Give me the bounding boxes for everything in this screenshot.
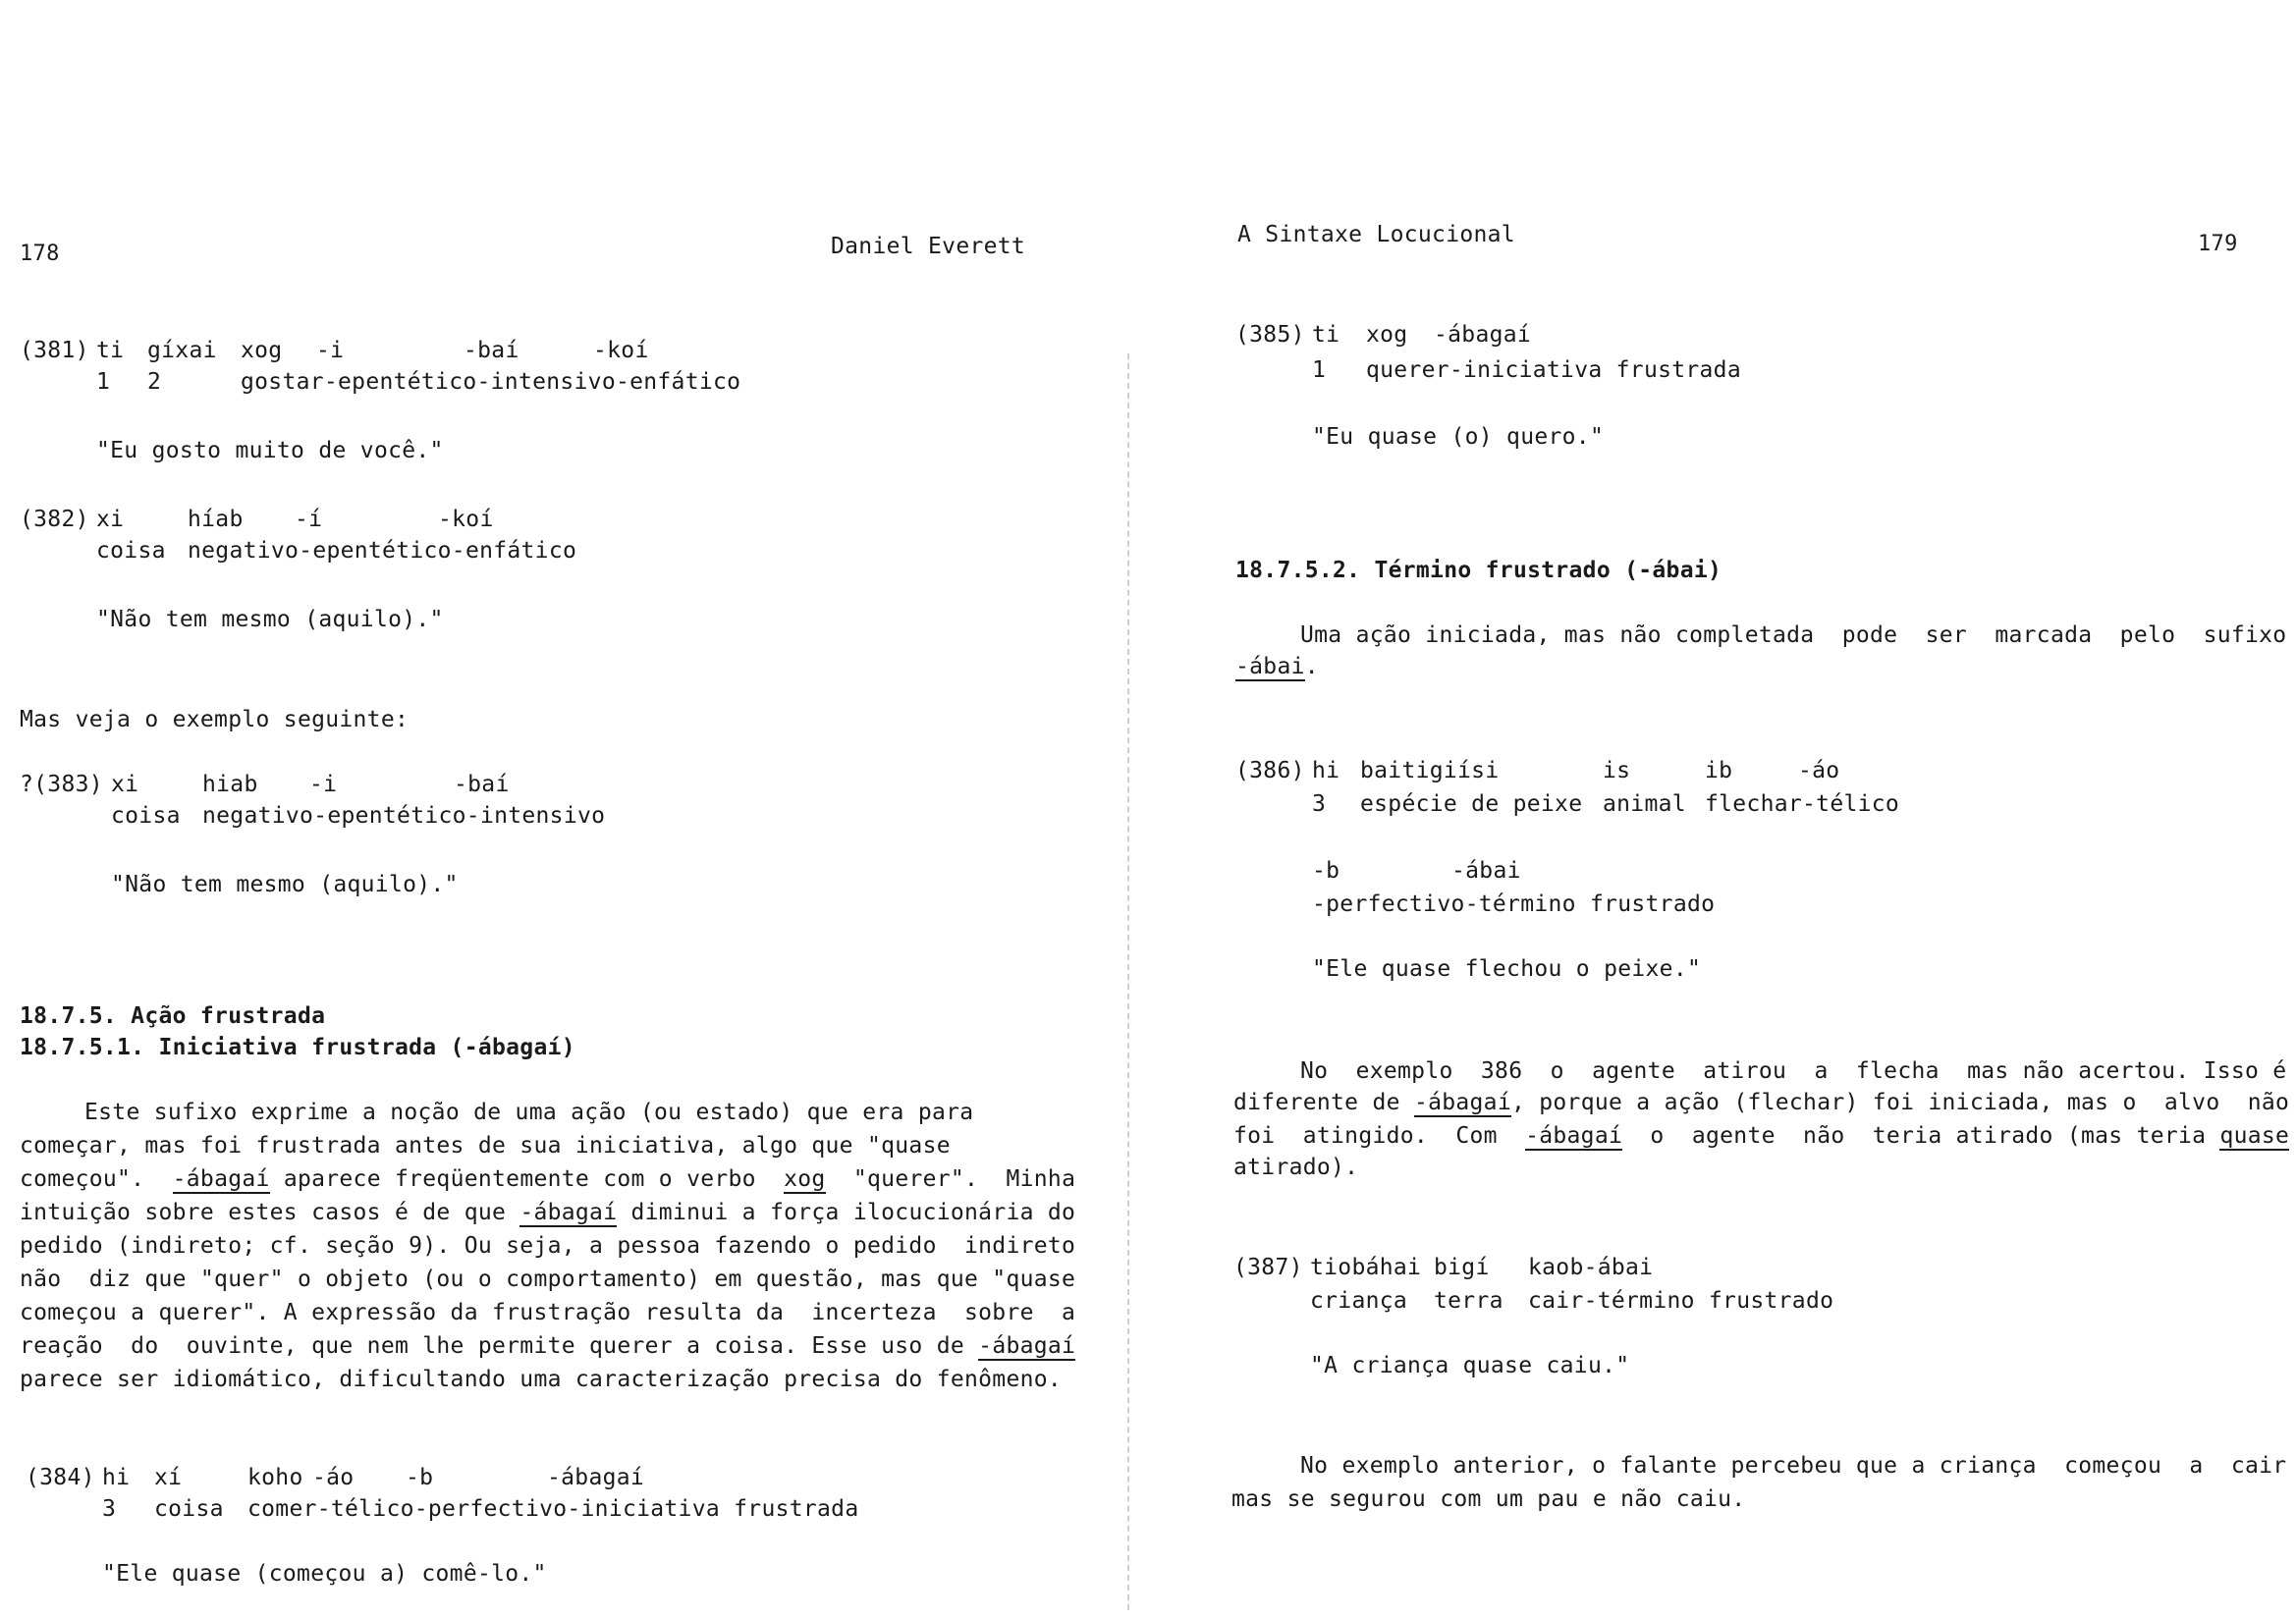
translation: "Eu quase (o) quero." [1312,424,1605,450]
paragraph-line [20,1164,1075,1194]
text: "querer". Minha [852,1166,1076,1192]
morpheme: -b [406,1465,434,1490]
suffix-underlined: -ábai [1235,654,1305,679]
text: reação do ouvinte, que nem lhe permite querer a coisa. Esse uso de [20,1333,965,1359]
morpheme: -i [316,338,345,363]
morpheme: tiobáhai [1310,1255,1422,1280]
gloss: comer-télico-perfectivo-iniciativa frustrada [247,1496,859,1522]
morpheme: -í [295,507,323,532]
gloss: coisa [154,1496,224,1522]
morpheme: -koí [593,338,649,363]
text: , porque a ação (flechar) foi iniciada, mas o alvo não [1510,1090,2290,1115]
translation: "A criança quase caiu." [1310,1353,1630,1378]
paragraph-line: pedido (indireto; cf. seção 9). Ou seja, a pessoa fazendo o pedido indireto [20,1233,1076,1259]
body-text: Mas veja o exemplo seguinte: [20,707,410,732]
text: diminui a força ilocucionária do [630,1200,1076,1225]
example-number: (385) [1235,322,1305,348]
gloss: negativo-epentético-intensivo [202,803,606,829]
morpheme: -b [1312,858,1340,884]
suffix-underlined: -ábagaí [1413,1090,1511,1115]
example-number: (381) [20,338,89,363]
morpheme: xi [96,507,125,532]
morpheme: hi [1312,758,1340,783]
paragraph-line [1233,1088,2289,1117]
translation: "Ele quase (começou a) comê-lo." [102,1561,547,1587]
text: começou". [20,1166,145,1192]
translation: "Não tem mesmo (aquilo)." [96,607,444,632]
gloss: 2 [147,369,162,395]
gloss: animal [1603,791,1686,817]
gloss: querer-iniciativa frustrada [1366,357,1741,383]
morpheme: koho [247,1465,303,1490]
paragraph-line [20,1198,1075,1227]
morpheme: xog [241,338,283,363]
gloss: negativo-epentético-enfático [188,538,577,564]
gloss: -perfectivo-término frustrado [1312,891,1716,917]
morpheme: xog [1366,322,1408,348]
morpheme: baitigiísi [1360,758,1500,783]
morpheme: -ábagaí [1434,322,1532,348]
gloss: criança [1310,1288,1408,1314]
text: . [1304,654,1319,679]
paragraph-line: parece ser idiomático, dificultando uma caracterização precisa do fenômeno. [20,1367,1063,1392]
gloss: terra [1434,1288,1503,1314]
paragraph-line: Uma ação iniciada, mas não completada pode ser marcada pelo sufixo [1300,622,2287,648]
morpheme: -baí [464,338,519,363]
right-page [1139,0,2296,1618]
example-number: ?(383) [20,772,103,797]
translation: "Não tem mesmo (aquilo)." [111,872,459,897]
suffix-underlined: -ábagaí [978,1333,1076,1359]
morpheme: is [1603,758,1631,783]
paragraph-line: começou a querer". A expressão da frustração resulta da incerteza sobre a [20,1300,1076,1325]
paragraph-line: mas se segurou com um pau e não caiu. [1231,1486,1746,1512]
gloss: 3 [102,1496,117,1522]
gloss: 1 [96,369,111,395]
morpheme: -baí [454,772,510,797]
morpheme: xi [111,772,139,797]
paragraph-line: No exemplo 386 o agente atirou a flecha mas não acertou. Isso é [1300,1058,2287,1084]
gloss: cair-término frustrado [1528,1288,1834,1314]
text: o agente não teria atirado (mas teria [1650,1123,2207,1149]
translation: "Eu gosto muito de você." [96,438,444,463]
paragraph-line [1233,1121,2289,1151]
morpheme: -áo [312,1465,355,1490]
running-head: A Sintaxe Locucional [1237,222,1515,247]
suffix-underlined: -ábagaí [172,1166,270,1192]
morpheme: -ábagaí [547,1465,645,1490]
paragraph-line [1235,652,1319,681]
text: intuição sobre estes casos é de que [20,1200,507,1225]
paragraph-line: No exemplo anterior, o falante percebeu que a criança começou a cair [1300,1453,2287,1479]
morpheme: ti [96,338,125,363]
word-underlined: quase [2219,1123,2290,1149]
example-number: (387) [1233,1255,1303,1280]
morpheme: -ábai [1451,858,1521,884]
morpheme: -i [309,772,338,797]
morpheme: xí [154,1465,183,1490]
paragraph-line: atirado). [1233,1155,1359,1180]
suffix-underlined: -ábagaí [519,1200,618,1225]
subsection-heading: 18.7.5.1. Iniciativa frustrada (-ábagaí) [20,1035,575,1060]
page-gutter [1127,353,1129,1610]
morpheme: -áo [1798,758,1840,783]
gloss: 3 [1312,791,1327,817]
running-head: Daniel Everett [831,234,1026,259]
morpheme: hi [102,1465,131,1490]
morpheme: híab [188,507,244,532]
gloss: 1 [1312,357,1327,383]
example-number: (384) [26,1465,95,1490]
morpheme: ti [1312,322,1340,348]
paragraph-line: começar, mas foi frustrada antes de sua iniciativa, algo que "quase [20,1133,951,1159]
verb-underlined: xog [784,1166,826,1192]
paragraph-line: não diz que "quer" o objeto (ou o comportamento) em questão, mas que "quase [20,1267,1076,1292]
morpheme: gíxai [147,338,217,363]
morpheme: kaob-ábai [1528,1255,1654,1280]
example-number: (382) [20,507,89,532]
gloss: flechar-télico [1705,791,1900,817]
text: foi atingido. Com [1233,1123,1498,1149]
page-number: 178 [20,242,60,266]
morpheme: -koí [438,507,494,532]
subsection-heading: 18.7.5.2. Término frustrado (-ábai) [1235,558,1722,583]
gloss: coisa [96,538,166,564]
page-number: 179 [2198,232,2238,256]
text: diferente de [1233,1090,1400,1115]
text: aparece freqüentemente com o verbo [283,1166,756,1192]
gloss: espécie de peixe [1360,791,1583,817]
suffix-underlined: -ábagaí [1525,1123,1623,1149]
paragraph-line: Este sufixo exprime a noção de uma ação (ou estado) que era para [84,1100,974,1125]
gloss: gostar-epentético-intensivo-enfático [241,369,741,395]
morpheme: bigí [1434,1255,1490,1280]
section-heading: 18.7.5. Ação frustrada [20,1003,326,1029]
translation: "Ele quase flechou o peixe." [1312,956,1702,982]
left-page [0,0,1139,1618]
morpheme: hiab [202,772,258,797]
morpheme: ib [1705,758,1733,783]
example-number: (386) [1235,758,1305,783]
gloss: coisa [111,803,181,829]
paragraph-line [20,1331,1075,1361]
